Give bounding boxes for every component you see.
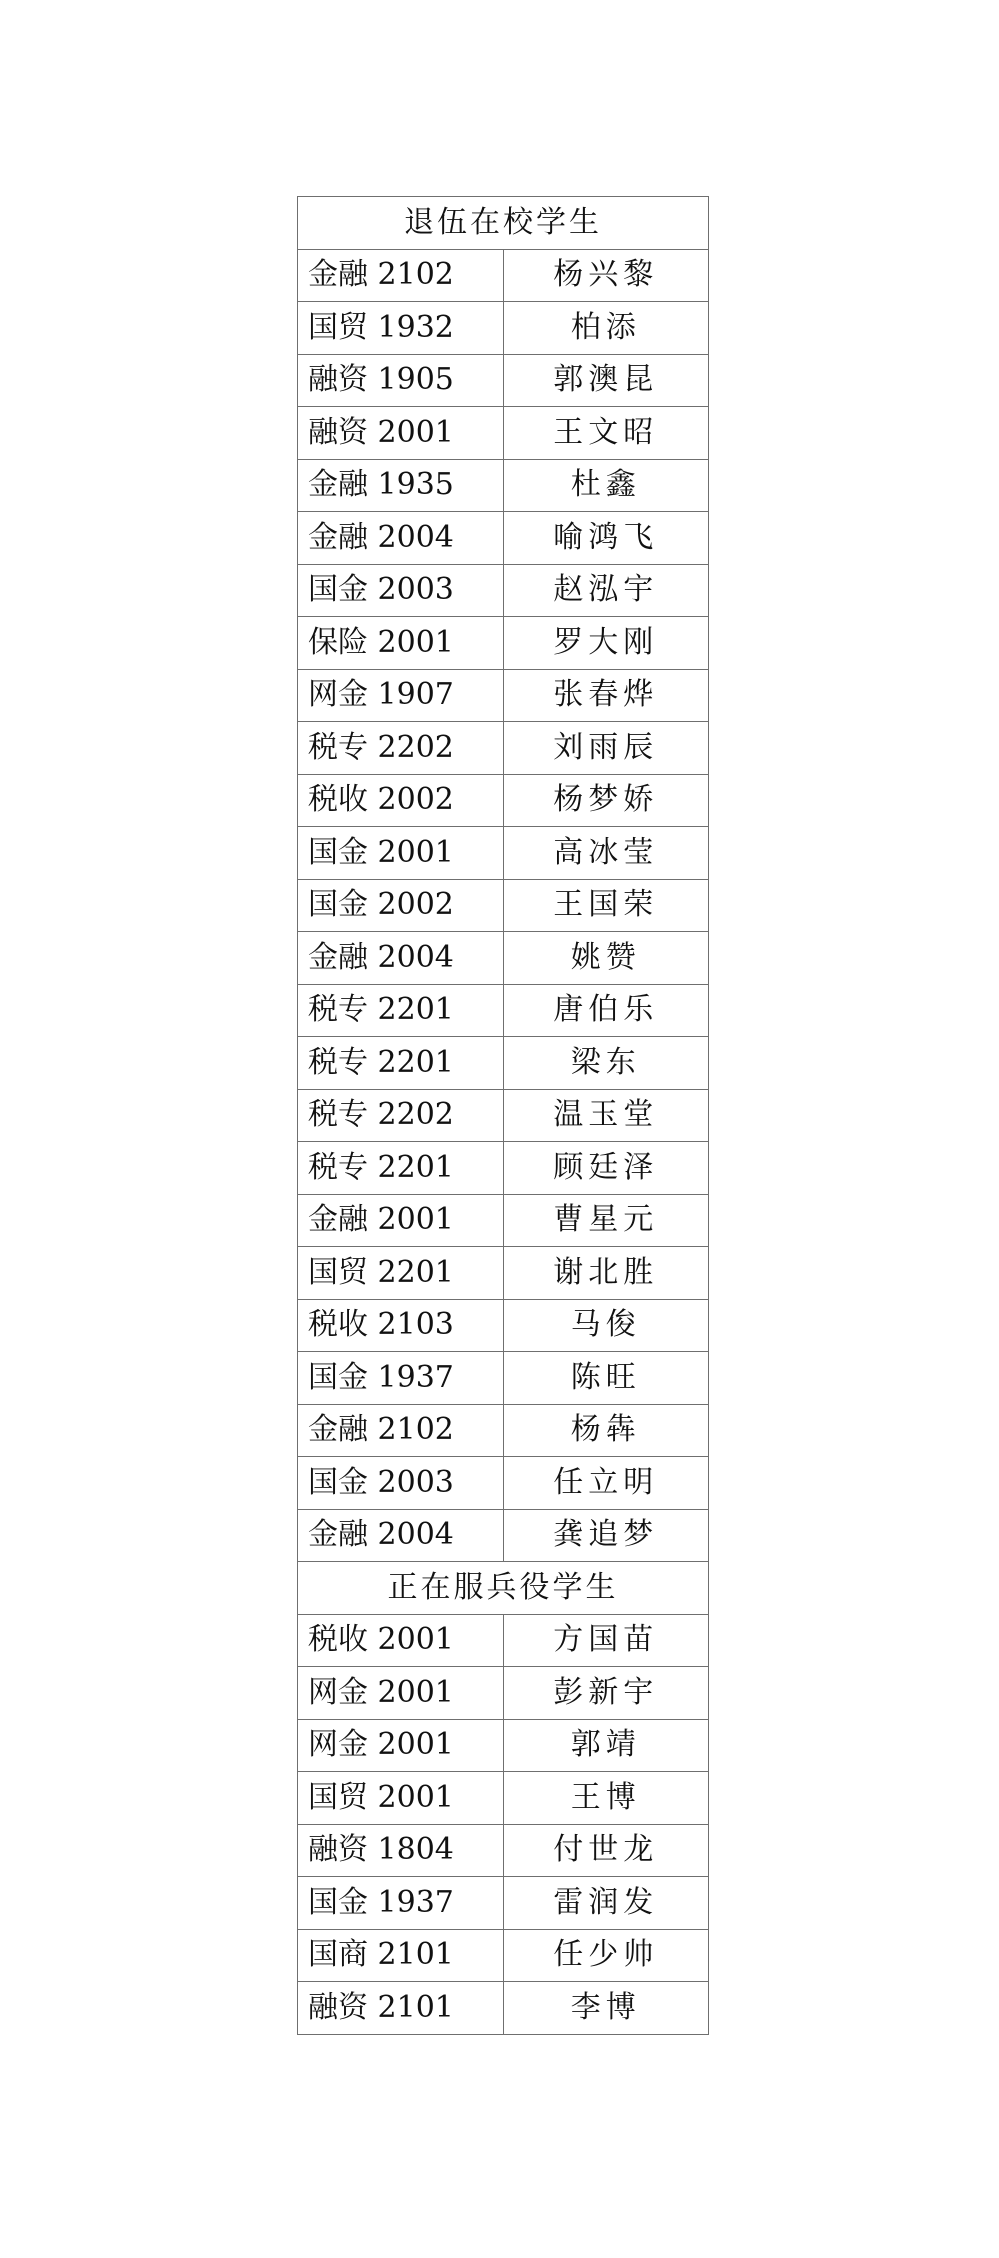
class-cell: 融资 1804 bbox=[298, 1824, 504, 1877]
student-name-cell: 罗大刚 bbox=[503, 617, 709, 670]
table-row bbox=[298, 617, 709, 670]
class-cell: 网金 1907 bbox=[298, 669, 504, 722]
table-row bbox=[298, 407, 709, 460]
class-cell: 金融 2004 bbox=[298, 512, 504, 565]
class-cell: 税收 2103 bbox=[298, 1299, 504, 1352]
table-row bbox=[298, 1194, 709, 1247]
table-row bbox=[298, 774, 709, 827]
class-cell: 国贸 2001 bbox=[298, 1772, 504, 1825]
class-cell: 国商 2101 bbox=[298, 1929, 504, 1982]
student-name-cell: 杨梦娇 bbox=[503, 774, 709, 827]
section-title: 退伍在校学生 bbox=[298, 197, 709, 250]
student-name-cell: 付世龙 bbox=[503, 1824, 709, 1877]
student-roster-table bbox=[297, 196, 709, 2035]
class-cell: 税专 2202 bbox=[298, 1089, 504, 1142]
class-cell: 国贸 1932 bbox=[298, 302, 504, 355]
table-row bbox=[298, 1457, 709, 1510]
table-row bbox=[298, 354, 709, 407]
student-name-cell: 温玉堂 bbox=[503, 1089, 709, 1142]
student-name-cell: 柏添 bbox=[503, 302, 709, 355]
student-name-cell: 任少帅 bbox=[503, 1929, 709, 1982]
class-cell: 税收 2002 bbox=[298, 774, 504, 827]
class-cell: 金融 2001 bbox=[298, 1194, 504, 1247]
table-row bbox=[298, 827, 709, 880]
student-name-cell: 彭新宇 bbox=[503, 1667, 709, 1720]
class-cell: 税专 2201 bbox=[298, 1037, 504, 1090]
class-cell: 国金 2002 bbox=[298, 879, 504, 932]
table-row bbox=[298, 1667, 709, 1720]
roster-body bbox=[298, 197, 709, 2035]
student-name-cell: 王博 bbox=[503, 1772, 709, 1825]
student-name-cell: 杜鑫 bbox=[503, 459, 709, 512]
class-cell: 税专 2202 bbox=[298, 722, 504, 775]
section-header-row bbox=[298, 197, 709, 250]
table-row bbox=[298, 932, 709, 985]
section-title: 正在服兵役学生 bbox=[298, 1562, 709, 1615]
table-row bbox=[298, 1142, 709, 1195]
student-name-cell: 郭靖 bbox=[503, 1719, 709, 1772]
table-row bbox=[298, 512, 709, 565]
class-cell: 国金 1937 bbox=[298, 1877, 504, 1930]
student-name-cell: 唐伯乐 bbox=[503, 984, 709, 1037]
student-name-cell: 方国苗 bbox=[503, 1614, 709, 1667]
class-cell: 融资 1905 bbox=[298, 354, 504, 407]
class-cell: 税收 2001 bbox=[298, 1614, 504, 1667]
table-row bbox=[298, 1089, 709, 1142]
class-cell: 网金 2001 bbox=[298, 1719, 504, 1772]
table-row bbox=[298, 1824, 709, 1877]
class-cell: 国金 1937 bbox=[298, 1352, 504, 1405]
student-name-cell: 梁东 bbox=[503, 1037, 709, 1090]
class-cell: 金融 2004 bbox=[298, 1509, 504, 1562]
class-cell: 国金 2003 bbox=[298, 564, 504, 617]
student-name-cell: 王文昭 bbox=[503, 407, 709, 460]
student-name-cell: 雷润发 bbox=[503, 1877, 709, 1930]
table-row bbox=[298, 1352, 709, 1405]
student-name-cell: 喻鸿飞 bbox=[503, 512, 709, 565]
table-row bbox=[298, 1509, 709, 1562]
class-cell: 税专 2201 bbox=[298, 1142, 504, 1195]
table-row bbox=[298, 249, 709, 302]
student-name-cell: 任立明 bbox=[503, 1457, 709, 1510]
student-name-cell: 顾廷泽 bbox=[503, 1142, 709, 1195]
class-cell: 金融 2102 bbox=[298, 1404, 504, 1457]
class-cell: 金融 1935 bbox=[298, 459, 504, 512]
table-row bbox=[298, 1929, 709, 1982]
class-cell: 金融 2102 bbox=[298, 249, 504, 302]
class-cell: 国金 2001 bbox=[298, 827, 504, 880]
class-cell: 网金 2001 bbox=[298, 1667, 504, 1720]
student-name-cell: 曹星元 bbox=[503, 1194, 709, 1247]
table-row bbox=[298, 984, 709, 1037]
table-row bbox=[298, 1614, 709, 1667]
class-cell: 国贸 2201 bbox=[298, 1247, 504, 1300]
student-name-cell: 陈旺 bbox=[503, 1352, 709, 1405]
class-cell: 融资 2001 bbox=[298, 407, 504, 460]
student-name-cell: 张春烨 bbox=[503, 669, 709, 722]
class-cell: 融资 2101 bbox=[298, 1982, 504, 2035]
table-row bbox=[298, 1247, 709, 1300]
table-row bbox=[298, 1299, 709, 1352]
table-row bbox=[298, 1877, 709, 1930]
student-name-cell: 郭澳昆 bbox=[503, 354, 709, 407]
student-name-cell: 杨兴黎 bbox=[503, 249, 709, 302]
student-name-cell: 龚追梦 bbox=[503, 1509, 709, 1562]
table-row bbox=[298, 459, 709, 512]
table-row bbox=[298, 1772, 709, 1825]
student-name-cell: 姚赞 bbox=[503, 932, 709, 985]
table-row bbox=[298, 879, 709, 932]
student-name-cell: 谢北胜 bbox=[503, 1247, 709, 1300]
student-name-cell: 李博 bbox=[503, 1982, 709, 2035]
student-name-cell: 刘雨辰 bbox=[503, 722, 709, 775]
class-cell: 保险 2001 bbox=[298, 617, 504, 670]
student-name-cell: 赵泓宇 bbox=[503, 564, 709, 617]
table-row bbox=[298, 669, 709, 722]
table-row bbox=[298, 1404, 709, 1457]
section-header-row bbox=[298, 1562, 709, 1615]
table-row bbox=[298, 1037, 709, 1090]
student-name-cell: 王国荣 bbox=[503, 879, 709, 932]
table-row bbox=[298, 1982, 709, 2035]
table-row bbox=[298, 1719, 709, 1772]
student-name-cell: 高冰莹 bbox=[503, 827, 709, 880]
class-cell: 国金 2003 bbox=[298, 1457, 504, 1510]
class-cell: 税专 2201 bbox=[298, 984, 504, 1037]
class-cell: 金融 2004 bbox=[298, 932, 504, 985]
student-name-cell: 杨犇 bbox=[503, 1404, 709, 1457]
table-row bbox=[298, 722, 709, 775]
student-name-cell: 马俊 bbox=[503, 1299, 709, 1352]
table-row bbox=[298, 302, 709, 355]
table-row bbox=[298, 564, 709, 617]
